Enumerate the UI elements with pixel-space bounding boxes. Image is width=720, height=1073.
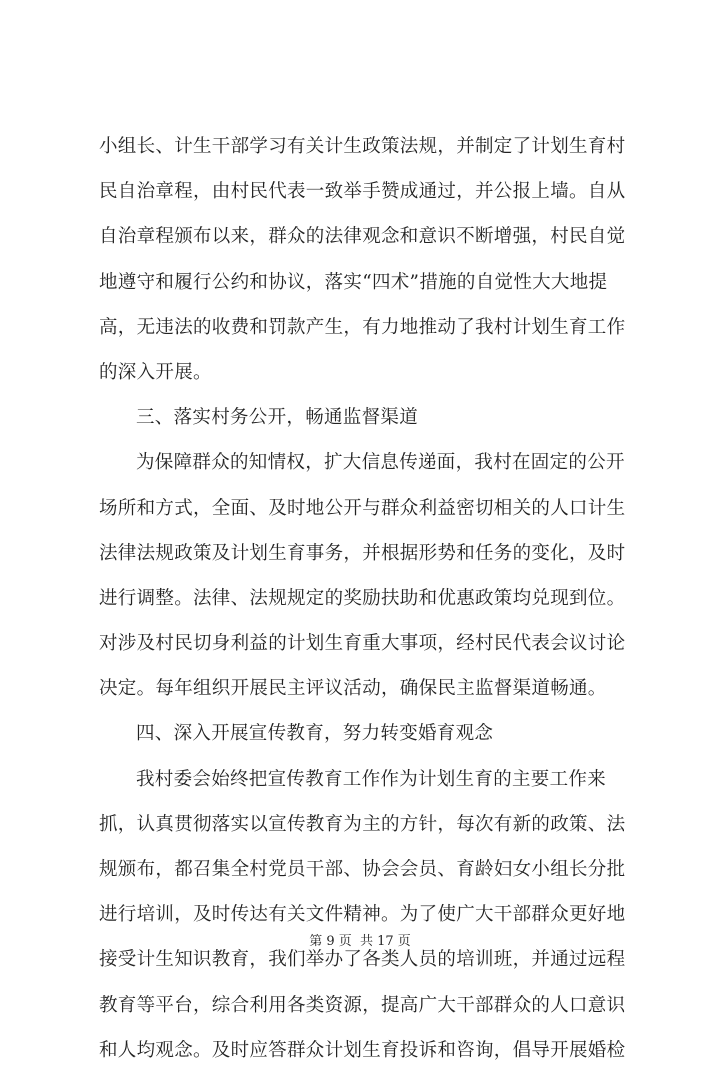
text-line: 进行培训，及时传达有关文件精神。为了使广大干部群众更好地 [99, 904, 626, 926]
text-line: 我村委会始终把宣传教育工作作为计划生育的主要工作来 [136, 768, 607, 790]
text-line: 规颁布，都召集全村党员干部、协会会员、育龄妇女小组长分批 [99, 859, 626, 880]
text-line: 决定。每年组织开展民主评议活动，确保民主监督渠道畅通。 [99, 678, 607, 700]
text-line: 法律法规政策及计划生育事务，并根据形势和任务的变化，及时 [99, 542, 626, 564]
text-line: 进行调整。法律、法规规定的奖励扶助和优惠政策均兑现到位。 [99, 587, 626, 609]
text-line: 抓，认真贯彻落实以宣传教育为主的方针，每次有新的政策、法 [99, 813, 626, 835]
text-line: 自治章程颁布以来，群众的法律观念和意识不断增强，村民自觉 [99, 226, 626, 248]
text-line: 民自治章程，由村民代表一致举手赞成通过，并公报上墙。自从 [99, 181, 626, 203]
section-heading: 四、深入开展宣传教育，努力转变婚育观念 [136, 723, 494, 745]
text-line: 和人均观念。及时应答群众计划生育投诉和咨询，倡导开展婚检 [99, 1039, 626, 1061]
section-heading: 三、落实村务公开，畅通监督渠道 [136, 407, 419, 429]
page-footer [0, 930, 720, 949]
page-number: 第 9 页 共 17 页 [309, 934, 411, 949]
text-line: 地遵守和履行公约和协议，落实“四术”措施的自觉性大大地提 [99, 271, 608, 293]
text-line: 小组长、计生干部学习有关计生政策法规，并制定了计划生育村 [99, 136, 626, 157]
text-line: 接受计生知识教育，我们举办了各类人员的培训班，并通过远程 [99, 949, 626, 971]
text-line: 场所和方式，全面、及时地公开与群众利益密切相关的人口计生 [99, 497, 626, 519]
text-line: 高，无违法的收费和罚款产生，有力地推动了我村计划生育工作 [99, 316, 626, 338]
text-line: 对涉及村民切身利益的计划生育重大事项，经村民代表会议讨论 [99, 633, 626, 655]
text-line: 教育等平台，综合利用各类资源，提高广大干部群众的人口意识 [99, 994, 626, 1016]
text-line: 为保障群众的知情权，扩大信息传递面，我村在固定的公开 [136, 452, 625, 474]
text-line: 的深入开展。 [99, 361, 212, 383]
